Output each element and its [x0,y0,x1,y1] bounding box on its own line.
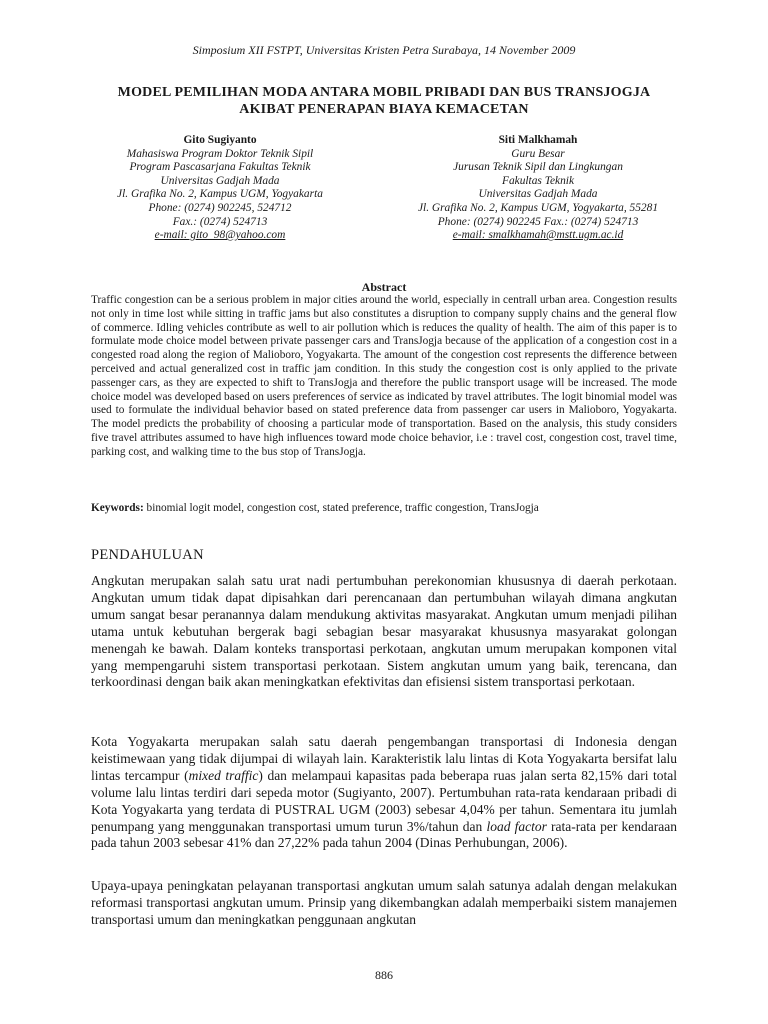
paragraph-2-text: ) dan melampaui kapasitas pada beberapa ruas jalan serta 82,15% dari total volume lalu lintas terdiri dari sepeda motor (Sugiyanto, 2007). Pertumbuhan rata-rata kendaraan pribadi di Kota Yogyakarta yang terdata di PUSTRAL UGM (2003) sebesar 4,04% per tahun. Sementara itu jumlah penumpang yang menggunakan transportasi umum turun 3%/tahun dan [91,767,678,834]
abstract-heading: Abstract [361,280,407,294]
author-phone: Phone: (0274) 902245, 524712 [148,201,292,214]
title-line-2: AKIBAT PENERAPAN BIAYA KEMACETAN [239,102,529,117]
paragraph-2-text: Kota Yogyakarta merupakan salah satu daerah pengembangan transportasi di Indonesia dengan keistimewaan yang tidak dijumpai di wilayah lain. Karakteristik lalu lintas di Kota Yogyakarta bersifat lalu lintas tercampur ( [91,734,677,783]
author-affiliation-line: Jurusan Teknik Sipil dan Lingkungan [453,161,623,174]
author-address-line: Jl. Grafika No. 2, Kampus UGM, Yogyakarta, 55281 [417,201,659,214]
author-affiliation-line: Fakultas Teknik [501,174,575,187]
author-name: Siti Malkhamah [498,134,578,146]
author-name: Gito Sugiyanto [183,134,257,146]
author-affiliation-line: Program Pascasarjana Fakultas Teknik [129,161,311,174]
author-affiliation-line: Guru Besar [511,147,565,160]
abstract-text: Traffic congestion can be a serious problem in major cities around the world, especially in centrall urban area. Congestion results not only in time lost while sitting in traffic jams but also constitutes a disruption to company supply chains and the general flow of commerce. Idling vehicles contribute as well to air pollution which is reduces the quality of health. The aim of this paper is to formulate mode choice model between private passenger cars and TransJogja because of the application of a congestion cost in a congested road along the region of Malioboro, Yogyakarta. The amount of the congestion cost represents the difference between perceived and actual generalized cost in traffic jam condition. In this study the congestion cost is only applied to the private passenger cars, as they are expected to shift to TransJogja and therefore the public transport usage will be increased. The mode choice model was developed based on users preferences of service as indicated by travel attributes. The logit binomial model was used to formulate the individual behavior based on stated preference data from passenger car users in Malioboro, Yogyakarta. The model predicts the probability of choosing a particular mode of transportation. Based on the analysis, this study considers five travel attributes assumed to have high influences toward mode choice behavior, i.e : travel cost, congestion cost, travel time, parking cost, and walking time to the bus stop of TransJogja. [91,294,677,458]
paragraph-1: Angkutan merupakan salah satu urat nadi pertumbuhan perekonomian khususnya di daerah perkotaan. Angkutan umum tidak dapat dipisahkan dari perencanaan dan pertumbuhan wilayah dimana angkutan umum sangat besar peranannya dalam mendukung aktivitas masyarakat. Angkutan umum menjadi pilihan utama untuk kebutuhan bergerak bagi sebagian besar masyarakat khususnya masyarakat golongan menengah ke bawah. Dalam konteks transportasi perkotaan, angkutan umum merupakan komponen vital yang mempengaruhi sistem transportasi perkotaan. Sistem angkutan umum yang baik, terencana, dan terkoordinasi dengan baik akan meningkatkan efektivitas dan efisiensi sistem transportasi perkotaan. [91,573,677,690]
keywords [91,501,677,515]
running-header: Simposium XII FSTPT, Universitas Kristen Petra Surabaya, 14 November 2009 [192,43,576,57]
paragraph-3: Upaya-upaya peningkatan pelayanan transportasi angkutan umum salah satunya adalah dengan melakukan reformasi transportasi angkutan umum. Prinsip yang dikembangkan adalah memperbaiki sistem manajemen transportasi umum dan meningkatkan penggunaan angkutan [91,878,677,927]
author-email-link[interactable]: e-mail: gito_98@yahoo.com [154,229,286,242]
author-email-link[interactable]: e-mail: smalkhamah@mstt.ugm.ac.id [452,229,624,242]
author-block-1 [60,134,380,243]
author-fax: Fax.: (0274) 524713 [172,215,268,228]
mixed-traffic-term: mixed traffic [188,767,259,783]
author-affiliation-line: Mahasiswa Program Doktor Teknik Sipil [126,147,314,160]
keywords-list: binomial logit model, congestion cost, stated preference, traffic congestion, TransJogja [143,502,539,514]
author-phone-fax: Phone: (0274) 902245 Fax.: (0274) 524713 [437,215,639,228]
title-line-1: MODEL PEMILIHAN MODA ANTARA MOBIL PRIBADI DAN BUS TRANSJOGJA [117,85,651,100]
author-affiliation-line: Universitas Gadjah Mada [160,174,280,187]
keywords-label: Keywords: [91,502,144,514]
author-affiliation-line: Universitas Gadjah Mada [478,188,598,201]
author-address-line: Jl. Grafika No. 2, Kampus UGM, Yogyakarta [117,188,323,201]
section-heading: PENDAHULUAN [91,547,204,563]
page-number: 886 [375,968,393,982]
load-factor-term: load factor [486,818,547,834]
paragraph-2-text: rata-rata per kendaraan pada tahun 2003 sebesar 41% dan 27,22% pada tahun 2004 (Dinas Perhubungan, 2006). [91,818,677,851]
author-block-2 [368,134,708,243]
paragraph-2 [91,734,677,852]
paper-title [60,84,708,118]
